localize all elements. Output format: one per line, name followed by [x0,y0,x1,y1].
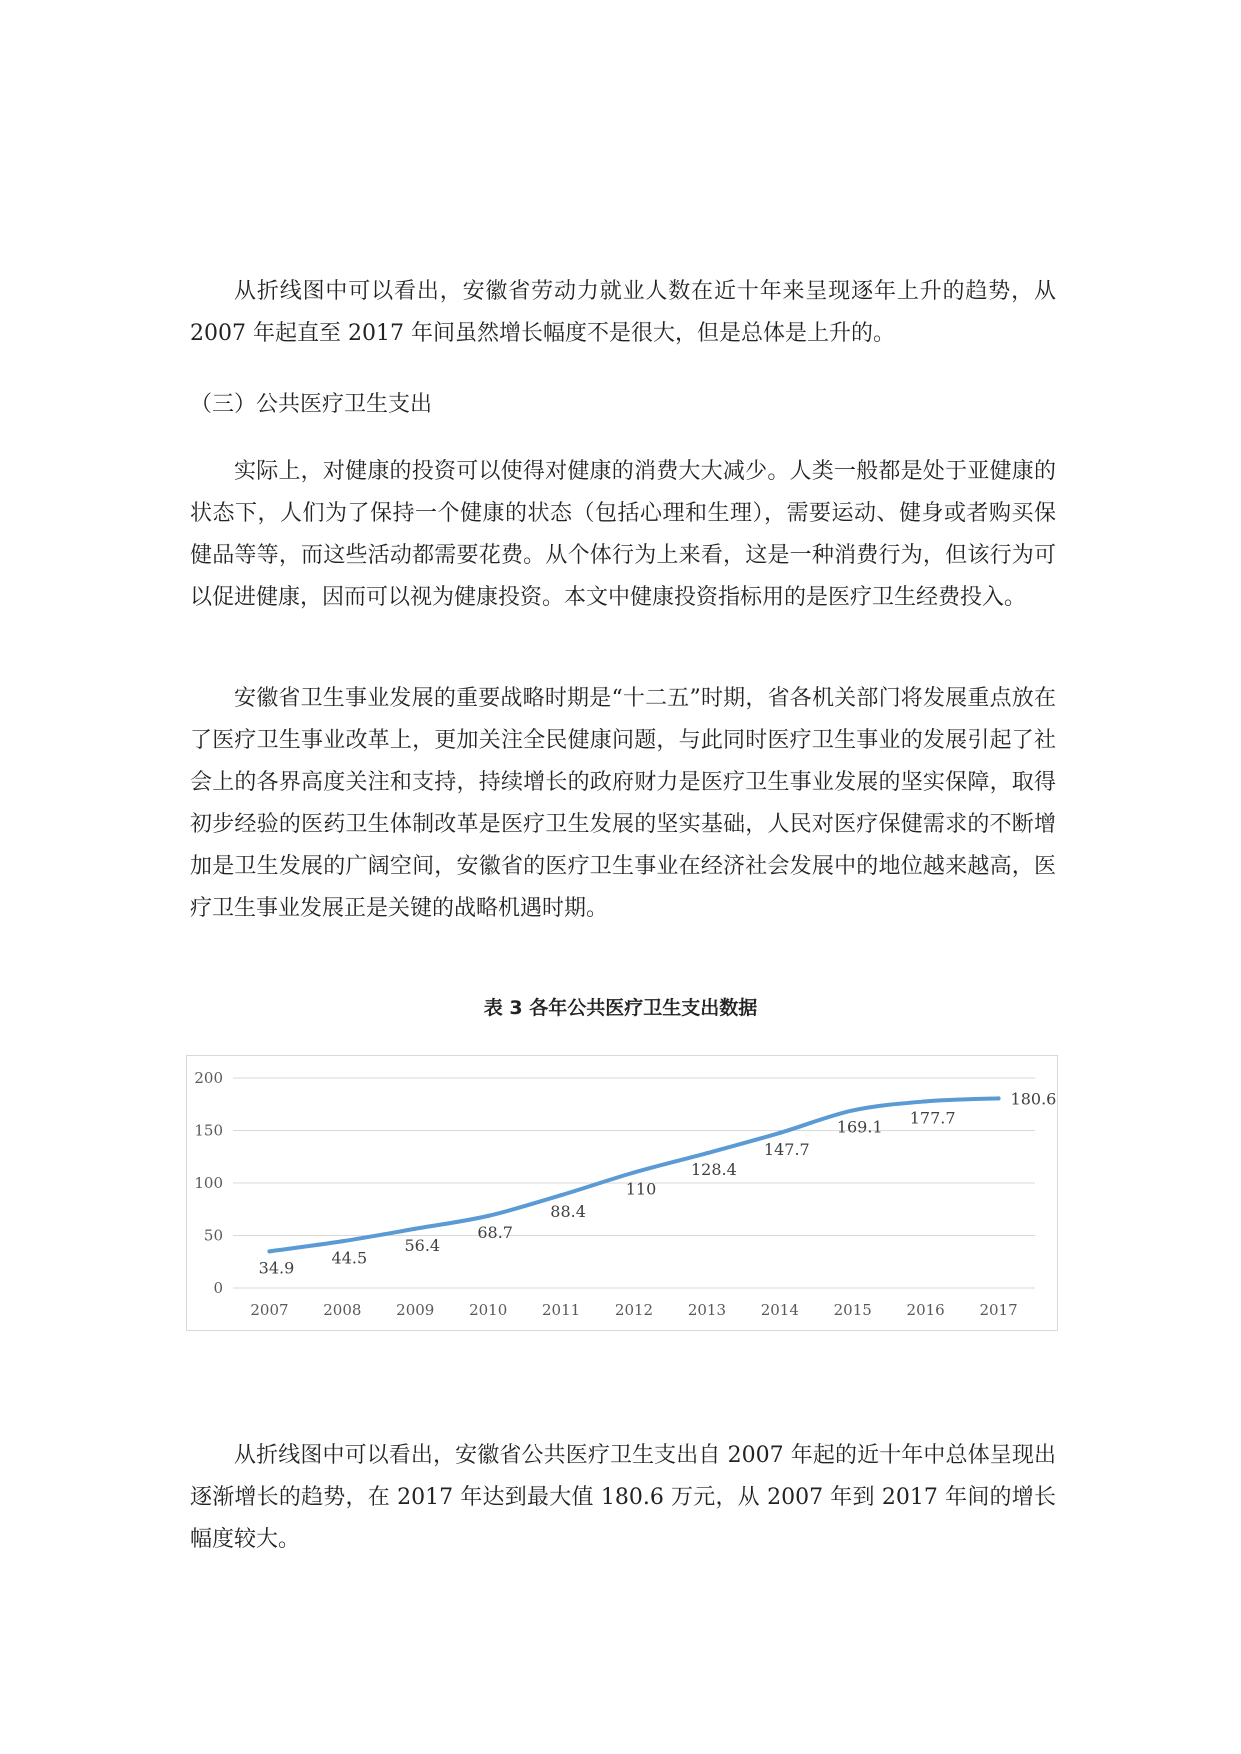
chart-canvas [187,1056,1059,1332]
x-tick-label: 2007 [250,1301,289,1319]
data-label: 56.4 [404,1235,441,1255]
data-label: 169.1 [836,1117,883,1137]
x-tick-label: 2016 [906,1301,945,1319]
data-point [924,1099,928,1103]
data-label: 44.5 [331,1248,368,1268]
data-label: 110 [625,1179,657,1199]
y-tick-label: 150 [194,1121,223,1140]
x-tick-label: 2013 [687,1301,727,1319]
data-label: 147.7 [763,1139,810,1159]
x-tick-label: 2012 [614,1301,654,1319]
data-point [559,1193,563,1197]
x-tick-label: 2015 [833,1301,872,1319]
data-label: 177.7 [909,1108,956,1128]
y-tick-label: 200 [194,1069,223,1087]
section-heading: （三）公共医疗卫生支出 [190,392,433,417]
table-caption: 表 3 各年公共医疗卫生支出数据 [483,997,758,1019]
x-tick-label: 2010 [469,1301,508,1319]
data-point [340,1239,344,1243]
data-label: 180.6 [1010,1089,1057,1109]
y-tick-label: 0 [213,1279,223,1297]
paragraph-strategic-period: 安徽省卫生事业发展的重要战略时期是“十二五”时期，省各机关部门将发展重点放在了医疗卫生事业改革上，更加关注全民健康问题，与此同时医疗卫生事业的发展引起了社会上的各界高度关注和支持，持续增长的政府财力是医疗卫生事业发展的坚实保障，取得初步经验的医药卫生体制改革是医疗卫生发展的坚实基础，人民对医疗保健需求的不断增加是卫生发展的广阔空间，安徽省的医疗卫生事业在经济社会发展中的地位越来越高，医疗卫生事业发展正是关键的战略机遇时期。 [190,686,1056,921]
series-line [269,1098,998,1251]
paragraph-health-investment: 实际上，对健康的投资可以使得对健康的消费大大减少。人类一般都是处于亚健康的状态下，人们为了保持一个健康的状态（包括心理和生理），需要运动、健身或者购买保健品等等，而这些活动都需要花费。从个体行为上来看，这是一种消费行为，但该行为可以促进健康，因而可以视为健康投资。本文中健康投资指标用的是医疗卫生经费投入。 [190,459,1056,610]
data-point [632,1171,636,1175]
x-tick-label: 2009 [396,1301,435,1319]
data-point [705,1151,709,1155]
data-point [778,1131,782,1135]
data-label: 34.9 [258,1258,295,1278]
data-label: 68.7 [477,1222,513,1242]
data-label: 88.4 [550,1202,586,1222]
y-tick-label: 100 [194,1174,223,1192]
x-tick-label: 2011 [541,1301,581,1319]
x-tick-label: 2014 [760,1301,799,1319]
x-tick-label: 2008 [323,1301,362,1319]
data-point [851,1108,855,1112]
paragraph-labor-trend: 从折线图中可以看出，安徽省劳动力就业人数在近十年来呈现逐年上升的趋势，从 2007 年起直至 2017 年间虽然增长幅度不是很大，但是总体是上升的。 [190,279,1056,346]
line-chart [186,1055,1058,1331]
x-tick-label: 2017 [979,1301,1018,1319]
y-tick-label: 50 [203,1226,223,1245]
data-label: 128.4 [691,1160,737,1180]
paragraph-expenditure-trend: 从折线图中可以看出，安徽省公共医疗卫生支出自 2007 年起的近十年中总体呈现出逐渐增长的趋势，在 2017 年达到最大值 180.6 万元，从 2007 年到 2017 年间的增长幅度较大。 [190,1443,1056,1552]
data-point [997,1096,1001,1100]
data-point [267,1249,271,1253]
data-point [486,1214,490,1218]
data-point [413,1227,417,1231]
